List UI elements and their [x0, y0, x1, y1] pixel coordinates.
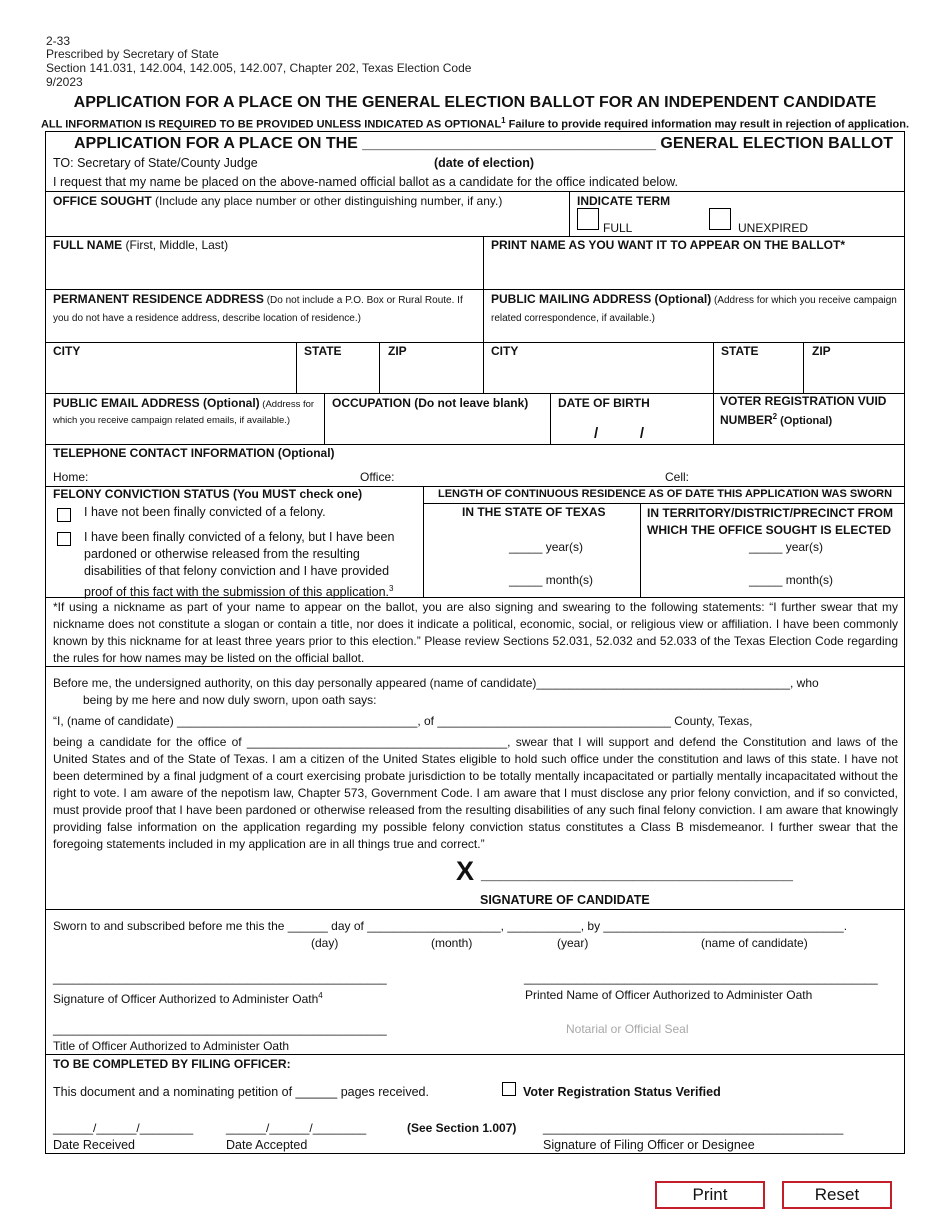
request-text: I request that my name be placed on the above-named official ballot as a candidate for the office indicated below.	[53, 175, 678, 189]
residence-address-label: PERMANENT RESIDENCE ADDRESS (Do not include a P.O. Box or Rural Route. If you do not have a residence address, describe location of residence.)	[53, 292, 463, 324]
telephone-label: TELEPHONE CONTACT INFORMATION (Optional)	[53, 446, 335, 460]
page-title: APPLICATION FOR A PLACE ON THE GENERAL ELECTION BALLOT FOR AN INDEPENDENT CANDIDATE	[73, 94, 877, 111]
full-term-label: FULL	[603, 221, 633, 235]
printed-name-label: Printed Name of Officer Authorized to Administer Oath	[525, 988, 813, 1002]
day-label: (day)	[311, 936, 339, 950]
signature-x: X	[456, 856, 475, 886]
territory-months: _____ month(s)	[749, 573, 834, 587]
name-of-candidate-label: (name of candidate)	[701, 936, 808, 950]
oath-intro-2: being by me here and now duly sworn, upon oath says:	[83, 693, 377, 707]
unexpired-term-checkbox[interactable]	[709, 208, 731, 230]
filing-signature-label: Signature of Filing Officer or Designee	[543, 1138, 755, 1152]
voter-verified-label: Voter Registration Status Verified	[523, 1085, 721, 1099]
date-accepted-label: Date Accepted	[226, 1138, 308, 1152]
texas-months: _____ month(s)	[509, 573, 594, 587]
felony-option-2-text: I have been finally convicted of a felony, but I have been pardoned or otherwise released from the resulting disabilities of that felony conviction and I have provided proof of this fact with the submission of this application.$^3$	[84, 530, 395, 600]
nickname-statement: *If using a nickname as part of your name to appear on the ballot, you are also signing and swearing to the following statements: “I further swear that my nickname does not constitute a slogan or contain a title, nor does it indicate a political, economic, social, or religious view or affiliation. I have been commonly known by this nickname for at least three years prior to this election.” Please review Sections 52.031, 52.032 and 52.033 of the Texas Election Code regarding the rules for how names may be listed on the official ballot.	[53, 600, 898, 665]
see-section-label: (See Section 1.007)	[407, 1121, 517, 1135]
territory-years: _____ year(s)	[749, 540, 824, 554]
revision-date: 9/2023	[46, 75, 83, 89]
filing-officer-label: TO BE COMPLETED BY FILING OFFICER:	[53, 1057, 291, 1071]
full-term-checkbox[interactable]	[577, 208, 599, 230]
felony-option-1-text: I have not been finally convicted of a felony.	[84, 505, 326, 519]
oath-name-line: “I, (name of candidate) ____________________________________, of ___________________________________ County, Texas,	[53, 714, 753, 728]
candidate-signature-label: SIGNATURE OF CANDIDATE	[480, 893, 650, 907]
petition-text: This document and a nominating petition of ______ pages received.	[53, 1085, 429, 1099]
unexpired-term-label: UNEXPIRED	[738, 221, 809, 235]
officer-signature-line[interactable]: __________________________________________________	[53, 971, 387, 985]
date-accepted-line[interactable]: ______/______/________	[226, 1121, 367, 1135]
home-phone-label: Home:	[53, 470, 89, 484]
indicate-term-label: INDICATE TERM	[577, 194, 671, 208]
mailing-address-label: PUBLIC MAILING ADDRESS (Optional) (Address for which you receive campaign related correspondence, if available.)	[491, 292, 897, 324]
vuid-label: VOTER REGISTRATION VUID NUMBER$^2$ (Optional)	[720, 394, 887, 427]
application-form	[45, 131, 905, 1154]
voter-verified-checkbox[interactable]	[502, 1082, 516, 1096]
zip-label-2: ZIP	[812, 344, 831, 358]
reset-button[interactable]: Reset	[782, 1181, 892, 1209]
felony-option-1-checkbox[interactable]	[57, 508, 71, 522]
required-notice: ALL INFORMATION IS REQUIRED TO BE PROVIDED UNLESS INDICATED AS OPTIONAL$^1$ Failure to provide required information may result in rejection of application.	[40, 116, 910, 131]
print-button[interactable]: Print	[655, 1181, 765, 1209]
in-texas-label: IN THE STATE OF TEXAS	[462, 505, 606, 519]
occupation-label: OCCUPATION (Do not leave blank)	[332, 396, 529, 410]
printed-name-line[interactable]: _____________________________________________________	[524, 971, 878, 985]
office-phone-label: Office:	[360, 470, 395, 484]
residence-length-label: LENGTH OF CONTINUOUS RESIDENCE AS OF DATE THIS APPLICATION WAS SWORN	[438, 488, 893, 500]
oath-body: being a candidate for the office of _______________________________________, swear that I will support and defend the Constitution and laws of the United States and of the State of Texas. I am a citizen of the United States eligible to hold such office under the constitution and laws of this state. I have not been determined by a final judgment of a court exercising probate jurisdiction to be totally mentally incapacitated or partially mentally incapacitated without the right to vote. I am aware of the nepotism law, Chapter 573, Government Code. I am aware that I must disclose any prior felony conviction, and if so convicted, must provide proof that I have been pardoned or otherwise released from the resulting disabilities of any such final felony conviction. I am aware that knowingly providing false information on the application regarding my possible felony conviction status constitutes a Class B misdemeanor. I further swear that the foregoing statements included in my application are in all things true and correct.”	[53, 735, 898, 851]
dob-slashes: / /	[594, 425, 645, 442]
notarial-seal-label: Notarial or Official Seal	[566, 1022, 689, 1036]
form-number: 2-33	[46, 34, 71, 48]
texas-years: _____ year(s)	[509, 540, 584, 554]
candidate-signature-line[interactable]: _________________________________	[481, 864, 794, 883]
felony-option-2-checkbox[interactable]	[57, 532, 71, 546]
to-line: TO: Secretary of State/County Judge	[53, 156, 258, 170]
email-label: PUBLIC EMAIL ADDRESS (Optional) (Address for which you receive campaign related emails, if available.)	[53, 396, 315, 426]
sections-text: Section 141.031, 142.004, 142.005, 142.007, Chapter 202, Texas Election Code	[46, 61, 472, 75]
sworn-line: Sworn to and subscribed before me this the ______ day of ____________________, ___________, by ____________________________________.	[53, 919, 848, 933]
officer-title-line[interactable]: __________________________________________________	[53, 1022, 387, 1036]
state-label-1: STATE	[304, 344, 342, 358]
city-label-1: CITY	[53, 344, 81, 358]
prescribed-text: Prescribed by Secretary of State	[46, 47, 219, 61]
month-label: (month)	[431, 936, 473, 950]
in-territory-label: IN TERRITORY/DISTRICT/PRECINCT FROM WHICH THE OFFICE SOUGHT IS ELECTED	[647, 506, 893, 537]
oath-intro: Before me, the undersigned authority, on this day personally appeared (name of candidate)______________________________________, who	[53, 676, 819, 690]
date-received-label: Date Received	[53, 1138, 135, 1152]
cell-phone-label: Cell:	[665, 470, 690, 484]
zip-label-1: ZIP	[388, 344, 407, 358]
officer-signature-label: Signature of Officer Authorized to Administer Oath$^4$	[53, 991, 323, 1006]
date-received-line[interactable]: ______/______/________	[53, 1121, 194, 1135]
print-name-label: PRINT NAME AS YOU WANT IT TO APPEAR ON THE BALLOT*	[491, 238, 846, 252]
officer-title-label: Title of Officer Authorized to Administer Oath	[53, 1039, 290, 1053]
city-label-2: CITY	[491, 344, 519, 358]
filing-signature-line[interactable]: _____________________________________________	[543, 1121, 844, 1135]
year-label: (year)	[557, 936, 589, 950]
dob-label: DATE OF BIRTH	[558, 396, 650, 410]
felony-status-label: FELONY CONVICTION STATUS (You MUST check one)	[53, 487, 363, 501]
office-sought-label: OFFICE SOUGHT (Include any place number or other distinguishing number, if any.)	[53, 194, 503, 208]
ballot-title: APPLICATION FOR A PLACE ON THE _________________________________ GENERAL ELECTION BALLOT	[74, 135, 893, 152]
state-label-2: STATE	[721, 344, 759, 358]
date-of-election-label: (date of election)	[434, 156, 535, 170]
full-name-label: FULL NAME (First, Middle, Last)	[53, 238, 229, 252]
